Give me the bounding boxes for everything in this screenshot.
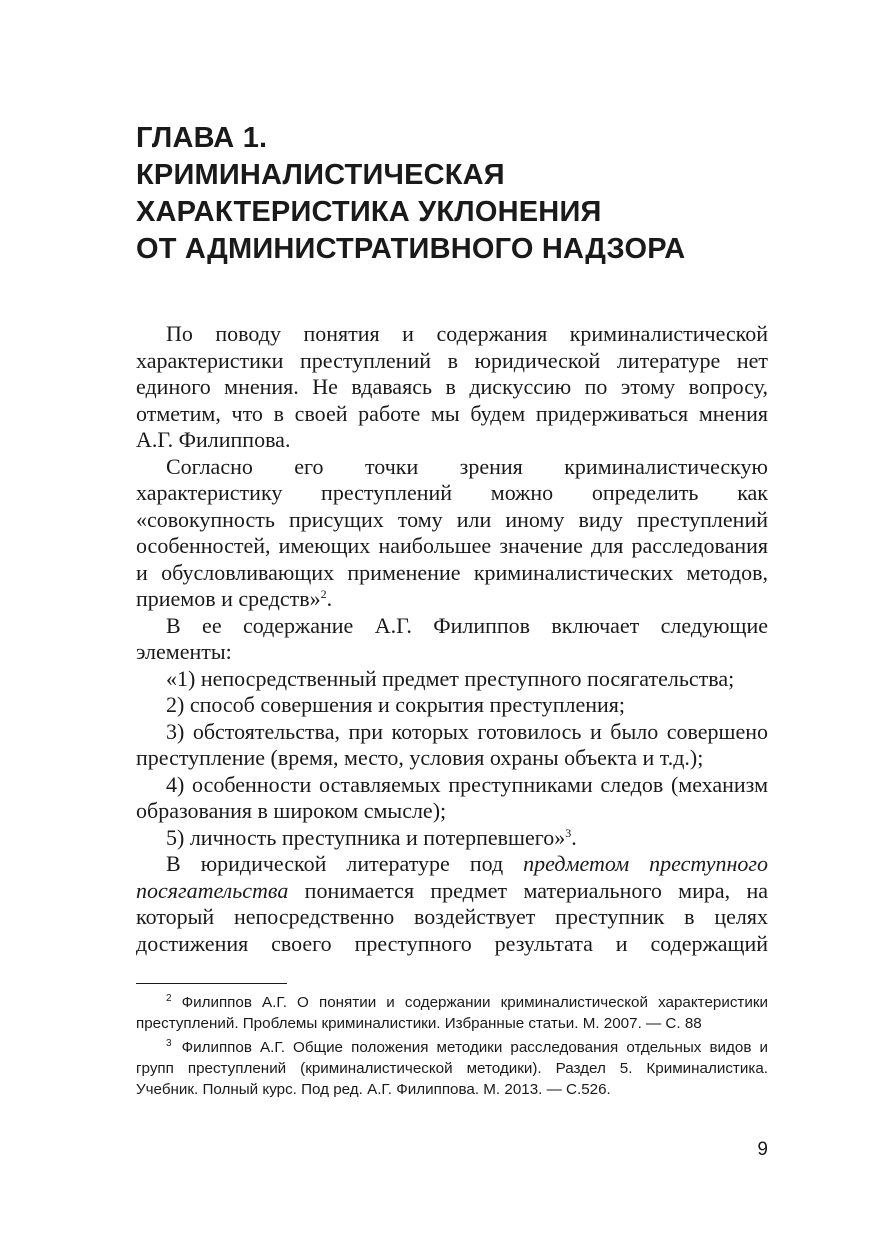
footnote-ref-3[interactable]: 3 — [565, 825, 572, 840]
footnote-mark: 3 — [166, 1038, 172, 1049]
list-item: 5) личность преступника и потерпевшего»$^3$. — [166, 824, 577, 850]
emphasized-term: предметом преступного посягательства — [136, 851, 768, 903]
chapter-title-line: ГЛАВА 1. — [136, 122, 268, 154]
footnote-3 — [136, 1037, 768, 1100]
list-item: 2) способ совершения и сокрытия преступления; — [166, 692, 626, 717]
footnote-text: Филиппов А.Г. О понятии и содержании криминалистической характеристики преступлений. Проблемы криминалистики. Избранные статьи. М. 2007. — С. 88 — [136, 994, 768, 1032]
list-item: «1) непосредственный предмет преступного посягательства; — [166, 665, 735, 691]
footnote-ref-2[interactable]: 2 — [320, 587, 327, 601]
list-item: 4) особенности оставляемых преступниками следов (механизм образования в широком смысле); — [136, 771, 768, 823]
paragraph-3: В ее содержание А.Г. Филиппов включает следующие элементы: — [136, 612, 768, 664]
chapter-title-line: КРИМИНАЛИСТИЧЕСКАЯ — [136, 159, 505, 191]
paragraph-1: По поводу понятия и содержания криминалистической характеристики преступлений в юридической литературе нет единого мнения. Не вдаваясь в дискуссию по этому вопросу, отметим, что в своей работе мы будем придерживаться мнения А.Г. Филиппова. — [136, 321, 768, 452]
chapter-title — [136, 120, 776, 268]
list-item: 3) обстоятельства, при которых готовилось и было совершено преступление (время, место, условия охраны объекта и т.д.); — [136, 718, 768, 770]
footnote-mark: 2 — [166, 993, 172, 1004]
page-number: 9 — [757, 1139, 768, 1160]
main-text — [136, 321, 768, 957]
paragraph-4: В юридической литературе под предметом преступного посягательства понимается предмет материального мира, на который непосредственно воздействует преступник в целях достижения своего преступного результата и содержащий — [136, 851, 768, 956]
chapter-title-line: ХАРАКТЕРИСТИКА УКЛОНЕНИЯ — [136, 196, 602, 228]
chapter-title-line: ОТ АДМИНИСТРАТИВНОГО НАДЗОРА — [136, 233, 686, 265]
footnote-2 — [136, 992, 768, 1034]
paragraph-2: Согласно его точки зрения криминалистическую характеристику преступлений можно определить как «совокупность присущих тому или иному виду преступлений особенностей, имеющих наибольшее значение для расследования и обусловливающих применение криминалистических методов, приемов и средств»$^2$. — [136, 453, 768, 611]
footnotes — [136, 992, 768, 1103]
footnote-text: Филиппов А.Г. Общие положения методики расследования отдельных видов и групп преступлений (криминалистической методики). Раздел 5. Криминалистика. Учебник. Полный курс. Под ред. А.Г. Филиппова. М. 2013. — С.526. — [136, 1039, 768, 1098]
footnote-divider — [136, 983, 287, 984]
